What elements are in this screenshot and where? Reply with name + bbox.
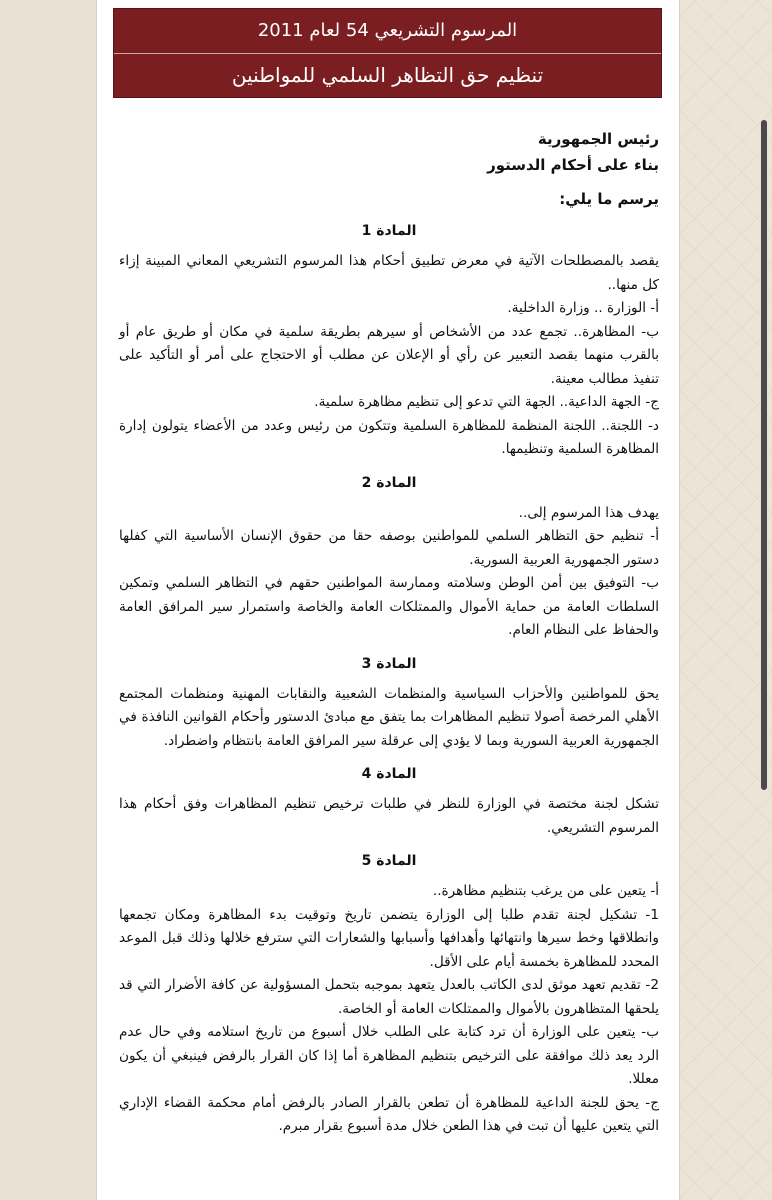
article-5 <box>119 850 659 1139</box>
article-paragraph: ج- الجهة الداعية.. الجهة التي تدعو إلى تنظيم مظاهرة سلمية. <box>314 394 659 410</box>
article-paragraph: أ- الوزارة .. وزارة الداخلية. <box>507 300 659 316</box>
article-paragraph: تشكل لجنة مختصة في الوزارة للنظر في طلبات ترخيص تنظيم المظاهرات وفق أحكام هذا المرسوم التشريعي. <box>119 796 659 836</box>
article-paragraph: يهدف هذا المرسوم إلى.. <box>518 504 659 521</box>
document-panel <box>96 0 680 1200</box>
article-3 <box>119 653 659 754</box>
article-1 <box>119 220 659 462</box>
preamble-constitution: بناء على أحكام الدستور <box>487 156 659 174</box>
article-paragraph: 1- تشكيل لجنة تقدم طلبا إلى الوزارة يتضمن تاريخ وتوقيت بدء المظاهرة ومكان تجمعها وانطلاقها وخط سيرها وانتهائها وأهدافها وأسبابها والشعارات التي سترفع خلالها وذلك قبل الموعد المحدد للمظاهرة بخمسة أيام على الأقل. <box>119 906 659 970</box>
right-ornamental-background <box>680 0 772 1200</box>
article-title: المادة 3 <box>361 655 417 672</box>
article-paragraph: ب- المظاهرة.. تجمع عدد من الأشخاص أو سيرهم بطريقة سلمية في مكان أو طريق عام أو بالقرب منهما بقصد التعبير عن رأي أو الإعلان عن مطلب أو الاحتجاج على أمر أو التأكيد على تنفيذ مطالب معينة. <box>119 323 659 387</box>
left-background <box>0 0 96 1200</box>
article-paragraph: يحق للمواطنين والأحزاب السياسية والمنظمات الشعبية والنقابات المهنية ومنظمات المجتمع الأهلي المرخصة أصولا تنظيم المظاهرات بما يتفق مع مبادئ الدستور وأحكام القوانين النافذة في الجمهورية العربية السورية وبما لا يؤدي إلى عرقلة سير المرافق العامة بانتظام واضطراد. <box>119 685 659 749</box>
article-4 <box>119 763 659 840</box>
decree-number: المرسوم التشريعي 54 لعام 2011 <box>114 9 661 54</box>
article-title: المادة 5 <box>361 853 417 869</box>
article-paragraph: يقصد بالمصطلحات الآتية في معرض تطبيق أحكام هذا المرسوم التشريعي المعاني المبينة إزاء كل منها.. <box>119 253 659 293</box>
article-paragraph: ج- يحق للجنة الداعية للمظاهرة أن تطعن بالقرار الصادر بالرفض أمام محكمة القضاء الإداري التي يتعين عليها أن تبت في هذا الطعن خلال مدة أسبوع بقرار مبرم. <box>119 1094 659 1134</box>
article-paragraph: أ- يتعين على من يرغب بتنظيم مظاهرة.. <box>432 883 659 899</box>
preamble-president: رئيس الجمهورية <box>537 130 659 148</box>
scrollbar-thumb[interactable] <box>761 120 767 790</box>
article-2 <box>119 472 659 643</box>
decree-title: تنظيم حق التظاهر السلمي للمواطنين <box>231 63 544 87</box>
article-paragraph: ب- التوفيق بين أمن الوطن وسلامته وممارسة المواطنين حقهم في التظاهر السلمي وتمكين السلطات العامة من حماية الأموال والممتلكات العامة والخاصة واستمرار سير المرافق العامة والحفاظ على النظام العام. <box>119 575 659 638</box>
article-title: المادة 2 <box>361 474 417 491</box>
article-paragraph: أ- تنظيم حق التظاهر السلمي للمواطنين بوصفه حقا من حقوق الإنسان الأساسية التي كفلها دستور الجمهورية العربية السورية. <box>119 528 659 568</box>
article-title: المادة 1 <box>361 223 417 239</box>
article-paragraph: 2- تقديم تعهد موثق لدى الكاتب بالعدل يتعهد بموجبه بتحمل المسؤولية عن كافة الأضرار التي قد يلحقها المتظاهرون بالأموال والممتلكات العامة أو الخاصة. <box>119 977 659 1017</box>
article-paragraph: ب- يتعين على الوزارة أن ترد كتابة على الطلب خلال أسبوع من تاريخ استلامه وفي حال عدم الرد يعد ذلك موافقة على الترخيص بتنظيم المظاهرة أما إذا كان القرار بالرفض فينبغي أن يكون معللا. <box>119 1024 659 1087</box>
article-paragraph: د- اللجنة.. اللجنة المنظمة للمظاهرة السلمية وتتكون من رئيس وعدد من الأعضاء يتولون إدارة المظاهرة السلمية وتنظيمها. <box>119 417 659 457</box>
article-title: المادة 4 <box>361 766 417 782</box>
decree-body <box>119 126 659 1149</box>
preamble-decrees: يرسم ما يلي: <box>559 190 659 208</box>
decree-header <box>113 8 662 98</box>
